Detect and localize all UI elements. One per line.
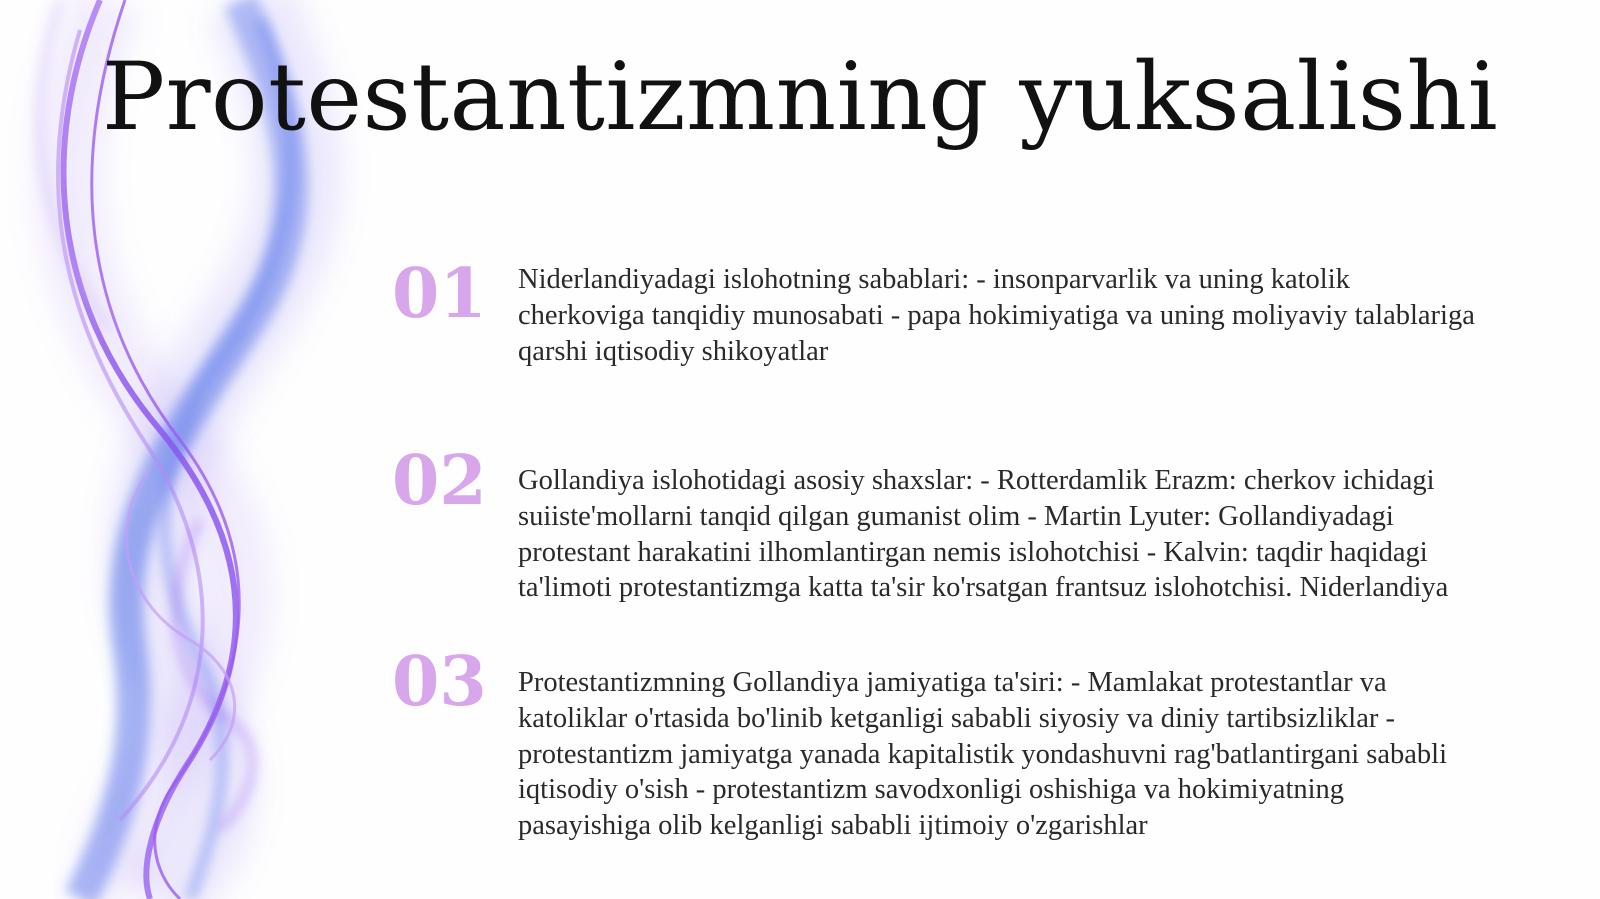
item-text-03: Protestantizmning Gollandiya jamiyatiga ta'siri: - Mamlakat protestantlar va katoliklar o'rtasida bo'linib ketganligi sababli siyosiy va diniy tartibsizliklar - protestantizm jamiyatga yanada kapitalistik yondashuvni rag'batlantirgani sababli iqtisodiy o'sish - protestantizm savodxonligi oshishiga va hokimiyatning pasayishiga olib kelganligi sababli ijtimoiy o'zgarishlar (518, 667, 1448, 842)
item-number-03: 03 (392, 642, 487, 722)
slide-title: Protestantizmning yuksalishi (101, 43, 1499, 152)
item-number-02: 02 (392, 441, 487, 521)
item-text-01: Niderlandiyadagi islohotning sabablari: - insonparvarlik va uning katolik cherkoviga tanqidiy munosabati - papa hokimiyatiga va uning moliyaviy talablariga qarshi iqtisodiy shikoyatlar (518, 264, 1475, 367)
item-text-02: Gollandiya islohotidagi asosiy shaxslar: - Rotterdamlik Erazm: cherkov ichidagi suiiste'mollarni tanqid qilgan gumanist olim - Martin Lyuter: Gollandiyadagi protestant harakatini ilhomlantirgan nemis islohotchisi - Kalvin: taqdir haqidagi ta'limoti protestantizmga katta ta'sir ko'rsatgan frantsuz islohotchisi. Niderlandiya (518, 465, 1449, 604)
item-number-01: 01 (392, 254, 487, 334)
